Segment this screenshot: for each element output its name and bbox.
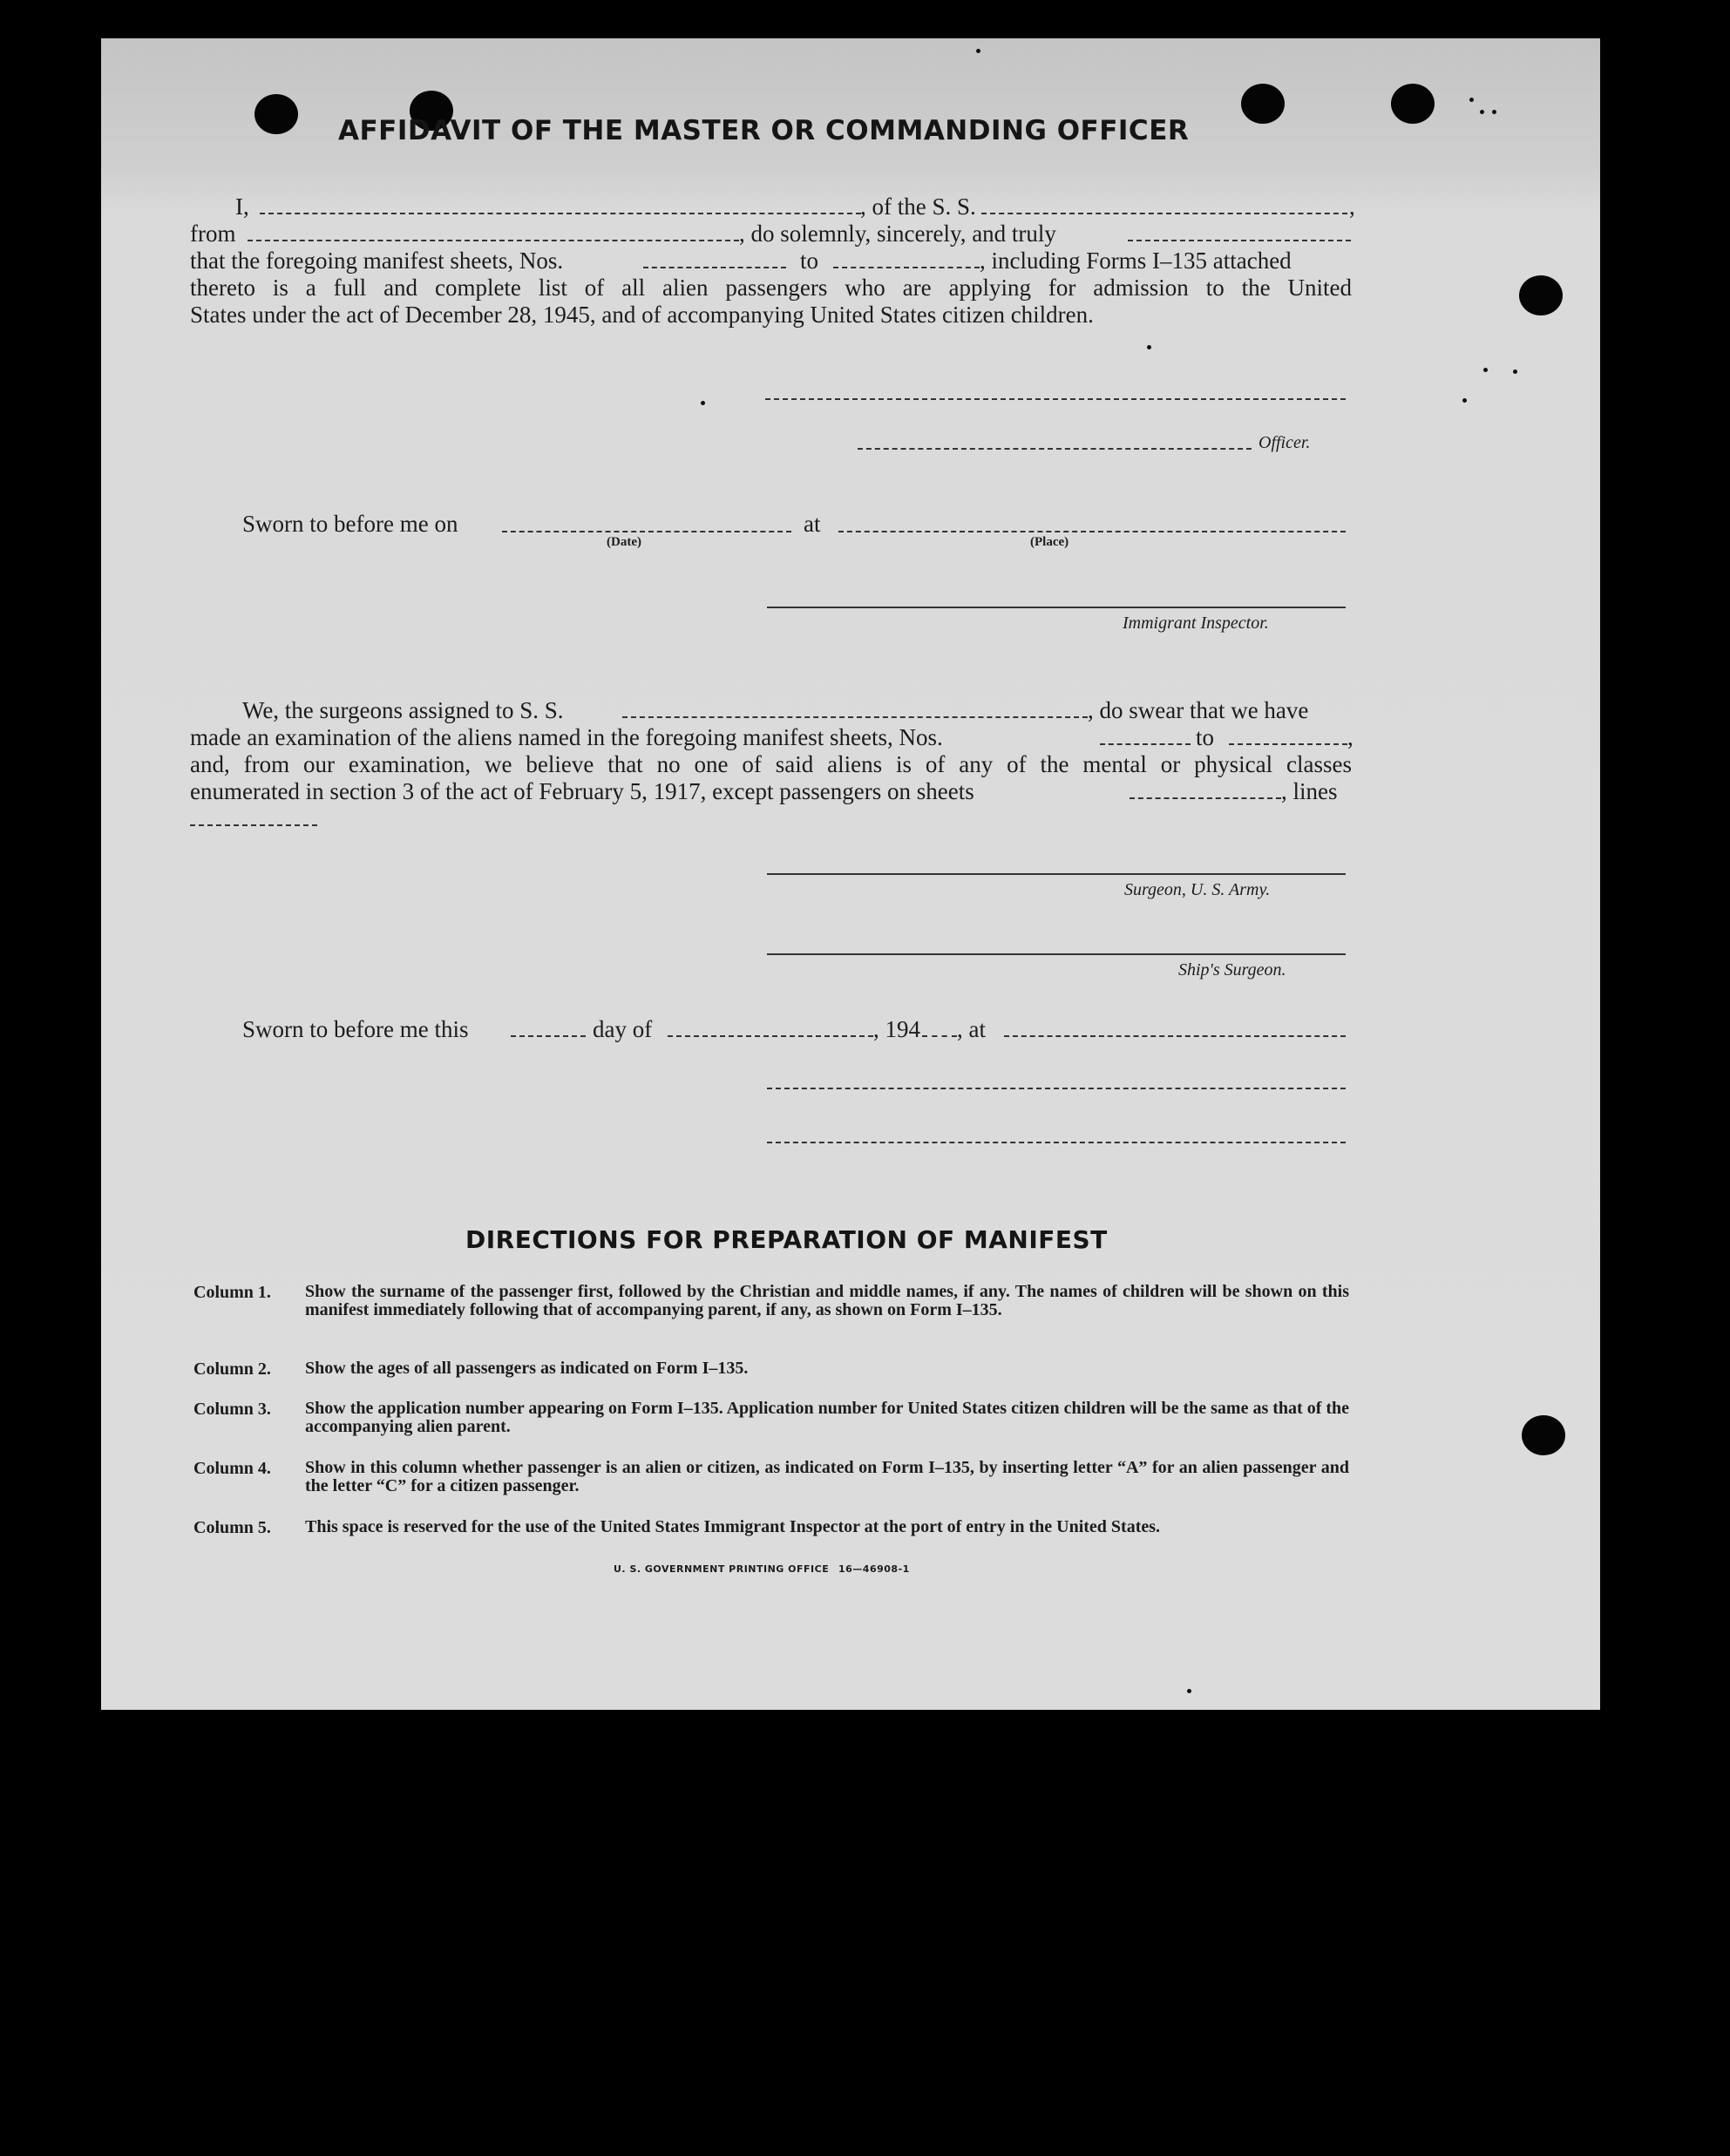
text: Sworn to before me this	[242, 1016, 469, 1042]
affidavit-title: AFFIDAVIT OF THE MASTER OR COMMANDING OFFICER	[338, 115, 1190, 146]
text: , 194	[873, 1016, 920, 1042]
punch-hole	[1519, 275, 1563, 315]
document-page	[101, 38, 1600, 1710]
punch-hole	[1241, 84, 1285, 124]
sheets-to-blank[interactable]	[833, 267, 980, 268]
column-5-text: This space is reserved for the use of the United States Immigrant Inspector at the port of entry in the United States.	[305, 1517, 1161, 1536]
text: , do solemnly, sincerely, and truly	[739, 220, 1056, 247]
column-2-label: Column 2.	[193, 1359, 271, 1379]
speck	[976, 49, 980, 53]
speck	[1483, 368, 1488, 372]
punch-hole	[254, 94, 298, 134]
surgeons-line-3: and, from our examination, we believe that no one of said aliens is of any of the mental or physical classes	[190, 751, 1352, 777]
text: to	[1196, 724, 1215, 750]
affidavit-line-4: thereto is a full and complete list of all alien passengers who are applying for admission to the United	[190, 275, 1352, 301]
directions-title: DIRECTIONS FOR PREPARATION OF MANIFEST	[465, 1225, 1108, 1254]
sworn-day-blank[interactable]	[511, 1035, 586, 1037]
truly-blank[interactable]	[1128, 240, 1351, 241]
speck	[1147, 345, 1151, 349]
column-1-text: Show the surname of the passenger first, followed by the Christian and middle names, if any. The names of children will be shown on this manifest immediately following that of accompanying parent, if any, as shown on Form I–135.	[305, 1282, 1349, 1319]
punch-hole	[1391, 84, 1435, 124]
text: from	[190, 220, 236, 247]
ship-surgeon-signature-line[interactable]	[767, 953, 1346, 955]
sworn-location-blank[interactable]	[1004, 1035, 1346, 1037]
speck	[1469, 98, 1474, 102]
ship-surgeon-caption: Ship's Surgeon.	[1178, 960, 1286, 980]
surgeon-sheets-from-blank[interactable]	[1100, 743, 1191, 745]
speck	[1462, 398, 1467, 403]
text: , do swear that we have	[1088, 697, 1309, 723]
signature-line[interactable]	[765, 398, 1346, 400]
text: at	[804, 511, 821, 537]
text: enumerated in section 3 of the act of February 5, 1917, except passengers on sheets	[190, 778, 974, 804]
text: Sworn to before me on	[242, 511, 458, 537]
text: , including Forms I–135 attached	[980, 247, 1292, 274]
officer-signature-line[interactable]	[858, 448, 1252, 450]
column-1-label: Column 1.	[193, 1283, 271, 1302]
surgeon-ship-blank[interactable]	[622, 716, 1088, 718]
affidavit-line-5: States under the act of December 28, 1945, and of accompanying United States citizen children.	[190, 302, 1094, 328]
column-5-label: Column 5.	[193, 1518, 271, 1537]
column-3-text: Show the application number appearing on Form I–135. Application number for United States citizen children will be the same as that of the accompanying alien parent.	[305, 1399, 1350, 1436]
affidavit-line-1	[235, 193, 249, 220]
sworn-month-blank[interactable]	[668, 1035, 873, 1037]
except-sheets-blank[interactable]	[1130, 797, 1281, 799]
column-4-text: Show in this column whether passenger is an alien or citizen, as indicated on Form I–135, by inserting letter “A” for an alien passenger and the letter “C” for a citizen passenger.	[305, 1458, 1349, 1495]
text: made an examination of the aliens named in the foregoing manifest sheets, Nos.	[190, 724, 943, 750]
printer-imprint: U. S. GOVERNMENT PRINTING OFFICE	[614, 1563, 830, 1575]
name-blank[interactable]	[260, 213, 861, 214]
army-surgeon-caption: Surgeon, U. S. Army.	[1124, 880, 1271, 899]
inspector-caption: Immigrant Inspector.	[1123, 614, 1269, 633]
text: , lines	[1281, 778, 1338, 804]
place-caption: (Place)	[1030, 535, 1069, 549]
inspector-signature-line[interactable]	[767, 607, 1346, 608]
text: We, the surgeons assigned to S. S.	[242, 697, 564, 723]
date-caption: (Date)	[607, 535, 641, 549]
speck	[1492, 110, 1496, 114]
speck	[1480, 110, 1484, 114]
official-title-line[interactable]	[767, 1142, 1346, 1143]
text: , of the S. S.	[860, 193, 976, 220]
text: ,	[1349, 193, 1355, 220]
army-surgeon-signature-line[interactable]	[767, 873, 1346, 875]
sworn-place-blank[interactable]	[838, 531, 1346, 532]
text: ,	[1347, 724, 1353, 750]
column-4-label: Column 4.	[193, 1459, 271, 1478]
lines-blank[interactable]	[190, 824, 317, 826]
text: , at	[957, 1016, 986, 1042]
text: I,	[235, 193, 249, 220]
punch-hole	[1522, 1415, 1565, 1455]
column-2-text: Show the ages of all passengers as indicated on Form I–135.	[305, 1359, 749, 1378]
sheets-from-blank[interactable]	[643, 267, 786, 268]
column-3-label: Column 3.	[193, 1400, 271, 1419]
ship-blank[interactable]	[981, 213, 1347, 214]
speck	[1187, 1689, 1191, 1693]
from-blank[interactable]	[248, 240, 739, 241]
text: to	[800, 247, 819, 274]
sworn-date-blank[interactable]	[502, 531, 791, 532]
sworn-year-blank[interactable]	[922, 1035, 957, 1037]
form-code: 16—46908-1	[838, 1563, 910, 1575]
official-signature-line[interactable]	[767, 1088, 1346, 1089]
surgeon-sheets-to-blank[interactable]	[1229, 743, 1347, 745]
text: that the foregoing manifest sheets, Nos.	[190, 247, 564, 274]
speck	[701, 401, 705, 405]
officer-caption: Officer.	[1258, 433, 1311, 452]
speck	[1513, 370, 1517, 374]
text: day of	[593, 1016, 653, 1042]
